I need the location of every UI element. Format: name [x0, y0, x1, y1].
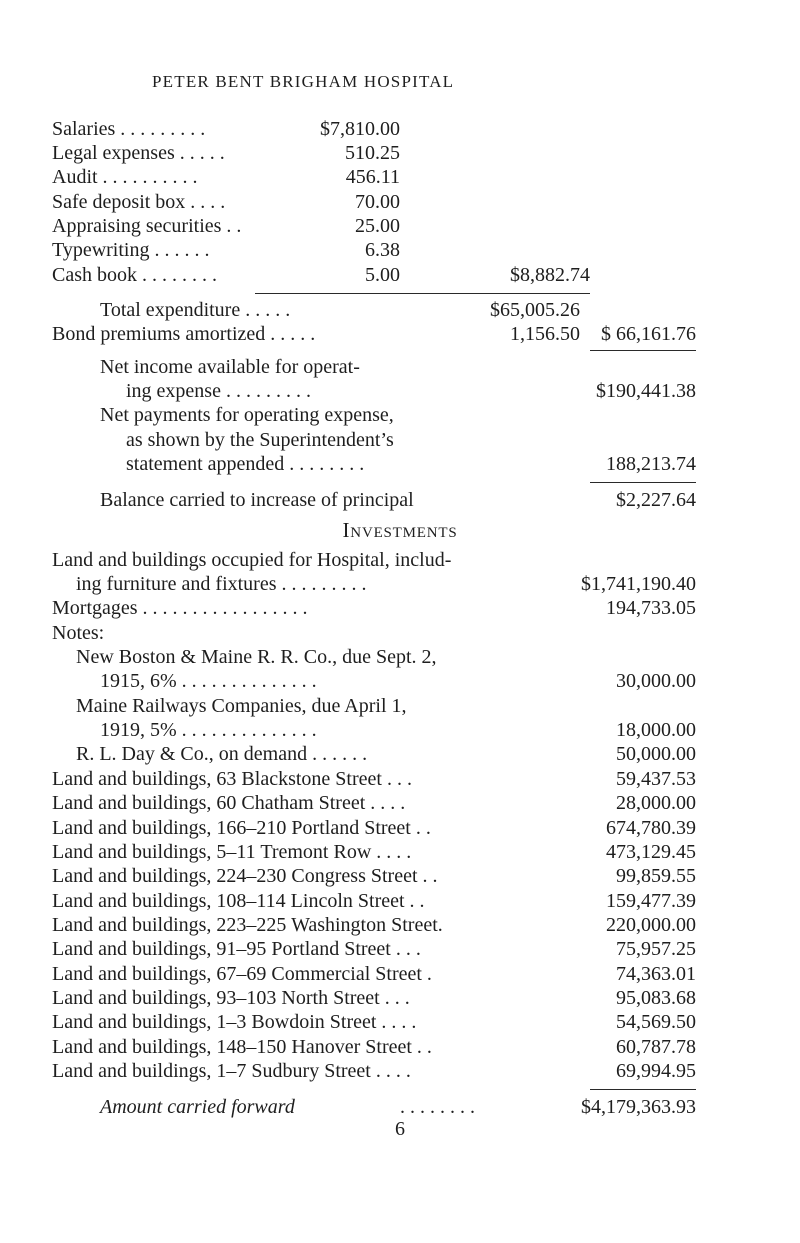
note-label: R. L. Day & Co., on demand . . . . . .: [76, 743, 368, 765]
expense-amount: 456.11: [345, 166, 400, 188]
total-expenditure-amount: $65,005.26: [490, 299, 580, 321]
notes-label: Notes:: [52, 622, 105, 644]
net-income-label: ing expense . . . . . . . . .: [126, 380, 311, 402]
property-label: Land and buildings, 224–230 Congress Street . .: [52, 865, 438, 887]
expense-label: Cash book . . . . . . . .: [52, 264, 217, 286]
balance-label: Balance carried to increase of principal: [100, 489, 414, 511]
mortgages-amount: 194,733.05: [606, 597, 696, 619]
expense-label: Salaries . . . . . . . . .: [52, 118, 206, 140]
note-label: New Boston & Maine R. R. Co., due Sept. 2,: [76, 646, 437, 668]
net-income-label: Net income available for operat-: [100, 356, 360, 378]
property-amount: 69,994.95: [616, 1060, 696, 1082]
expense-label: Typewriting . . . . . .: [52, 239, 210, 261]
running-head: PETER BENT BRIGHAM HOSPITAL: [152, 72, 455, 91]
note-label: Maine Railways Companies, due April 1,: [76, 695, 407, 717]
carried-forward-dots: . . . . . . . .: [400, 1096, 475, 1118]
property-amount: 74,363.01: [616, 963, 696, 985]
property-amount: 159,477.39: [606, 890, 696, 912]
expense-amount: 5.00: [365, 264, 400, 286]
expense-label: Audit . . . . . . . . . .: [52, 166, 198, 188]
bond-premiums-amount: 1,156.50: [510, 323, 580, 345]
note-label: 1915, 6% . . . . . . . . . . . . . .: [100, 670, 317, 692]
carried-forward-amount: $4,179,363.93: [581, 1096, 696, 1118]
property-label: Land and buildings, 1–3 Bowdoin Street . . . .: [52, 1011, 417, 1033]
expense-amount: 510.25: [345, 142, 400, 164]
property-amount: 54,569.50: [616, 1011, 696, 1033]
balance-amount: $2,227.64: [616, 489, 696, 511]
property-label: Land and buildings, 67–69 Commercial Street .: [52, 963, 432, 985]
expense-label: Appraising securities . .: [52, 215, 242, 237]
note-amount: 50,000.00: [616, 743, 696, 765]
property-amount: 75,957.25: [616, 938, 696, 960]
property-label: Land and buildings, 63 Blackstone Street . . .: [52, 768, 412, 790]
property-amount: 220,000.00: [606, 914, 696, 936]
net-payments-amount: 188,213.74: [606, 453, 696, 475]
property-label: Land and buildings, 108–114 Lincoln Street . .: [52, 890, 425, 912]
property-label: Land and buildings, 1–7 Sudbury Street . . . .: [52, 1060, 411, 1082]
expense-amount: 70.00: [355, 191, 400, 213]
bond-premiums-label: Bond premiums amortized . . . . .: [52, 323, 316, 345]
property-label: Land and buildings, 5–11 Tremont Row . . . .: [52, 841, 412, 863]
property-amount: 60,787.78: [616, 1036, 696, 1058]
bond-premiums-total: $ 66,161.76: [601, 323, 696, 345]
land-hospital-label: ing furniture and fixtures . . . . . . . . .: [76, 573, 367, 595]
net-payments-label: Net payments for operating expense,: [100, 404, 394, 426]
property-amount: 473,129.45: [606, 841, 696, 863]
expense-amount: 6.38: [365, 239, 400, 261]
expense-subtotal: $8,882.74: [510, 264, 590, 286]
total-expenditure-label: Total expenditure . . . . .: [100, 299, 291, 321]
mortgages-label: Mortgages . . . . . . . . . . . . . . . . .: [52, 597, 308, 619]
rule-line: [590, 482, 696, 483]
property-label: Land and buildings, 60 Chatham Street . . . .: [52, 792, 406, 814]
note-label: 1919, 5% . . . . . . . . . . . . . .: [100, 719, 317, 741]
property-amount: 674,780.39: [606, 817, 696, 839]
property-label: Land and buildings, 166–210 Portland Street . .: [52, 817, 431, 839]
rule-line: [590, 1089, 696, 1090]
investments-heading: Investments: [342, 518, 458, 542]
rule-line: [255, 293, 590, 294]
expense-label: Safe deposit box . . . .: [52, 191, 226, 213]
property-amount: 59,437.53: [616, 768, 696, 790]
land-hospital-amount: $1,741,190.40: [581, 573, 696, 595]
expense-amount: $7,810.00: [320, 118, 400, 140]
expense-amount: 25.00: [355, 215, 400, 237]
property-amount: 99,859.55: [616, 865, 696, 887]
property-label: Land and buildings, 91–95 Portland Street . . .: [52, 938, 421, 960]
property-amount: 28,000.00: [616, 792, 696, 814]
property-amount: 95,083.68: [616, 987, 696, 1009]
note-amount: 30,000.00: [616, 670, 696, 692]
property-label: Land and buildings, 93–103 North Street . . .: [52, 987, 410, 1009]
note-amount: 18,000.00: [616, 719, 696, 741]
property-label: Land and buildings, 148–150 Hanover Street . .: [52, 1036, 432, 1058]
net-payments-label: statement appended . . . . . . . .: [126, 453, 365, 475]
net-income-amount: $190,441.38: [596, 380, 696, 402]
expense-label: Legal expenses . . . . .: [52, 142, 225, 164]
carried-forward-label: Amount carried forward: [100, 1096, 295, 1118]
rule-line: [590, 350, 696, 351]
property-label: Land and buildings, 223–225 Washington Street.: [52, 914, 443, 936]
land-hospital-label: Land and buildings occupied for Hospital, includ-: [52, 549, 452, 571]
page-number: 6: [395, 1118, 405, 1140]
net-payments-label: as shown by the Superintendent’s: [126, 429, 394, 451]
